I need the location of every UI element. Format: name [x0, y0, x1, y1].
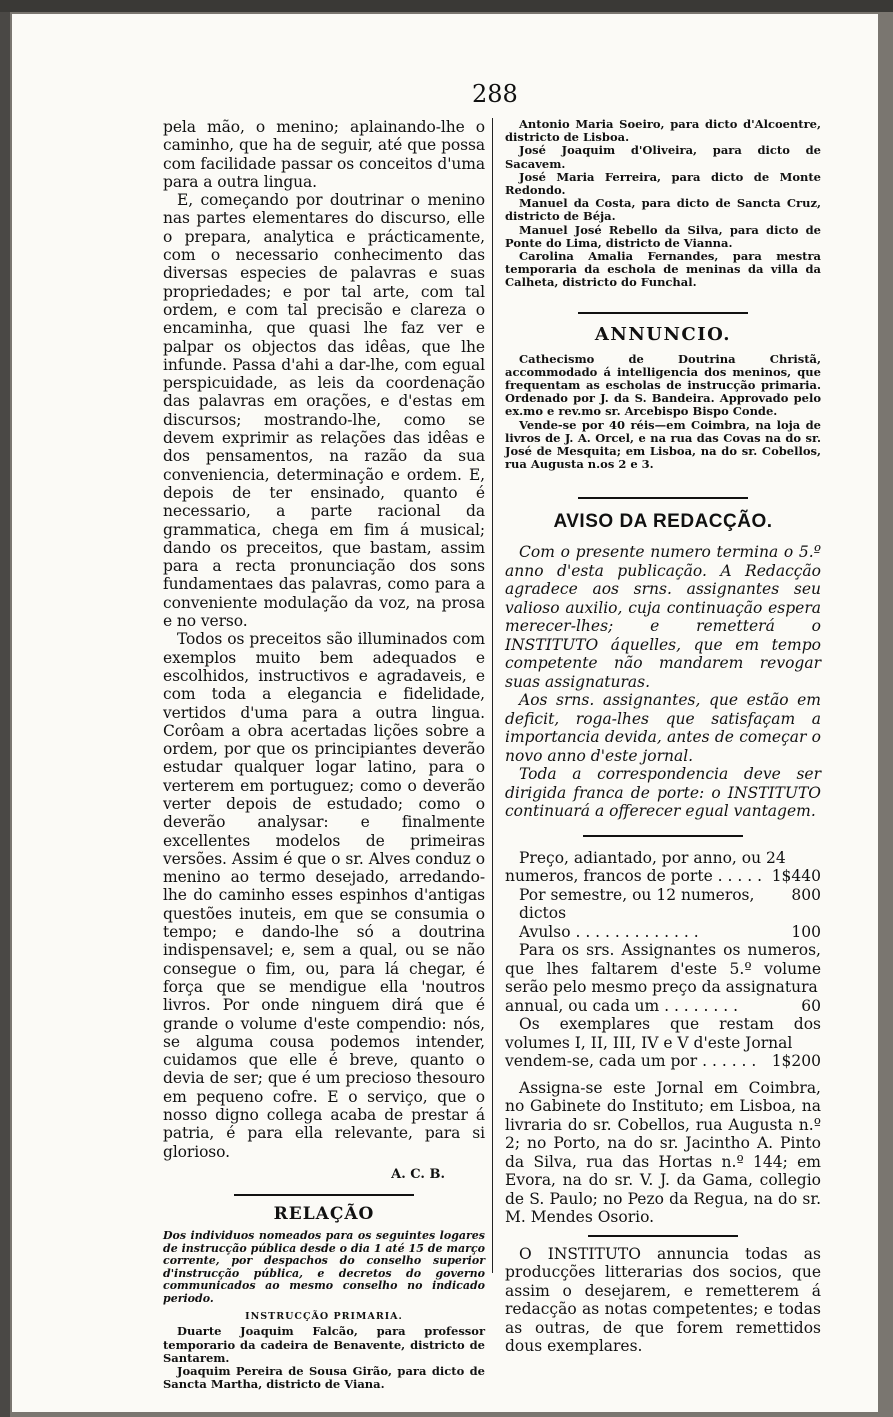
price-row — [505, 1052, 821, 1071]
divider-rule — [583, 835, 743, 837]
appointment-entry: Antonio Maria Soeiro, para dicto d'Alcoentre, districto de Lisboa. — [505, 117, 821, 145]
annuncio-paragraph-1: Cathecismo de Doutrina Christã, accommodado á intelligencia dos meninos, que frequentam as escholas de instrucção primaria. Ordenado por J. da S. Bandeira. Approvado pelo ex.mo e rev.mo sr. Arcebispo Bispo Conde. — [505, 351, 821, 419]
right-column — [505, 118, 821, 1356]
price-row — [505, 923, 821, 942]
final-paragraph: O INSTITUTO annuncia todas as producções litterarias dos socios, que assim o desejarem, e remetterem á redacção as notas competentes; e todas as outras, de que forem remettidos dous exemplares. — [505, 1244, 821, 1356]
divider-rule — [588, 1235, 738, 1237]
price-paragraph-2: Para os srs. Assignantes os numeros, que lhes faltarem d'este 5.º volume serão pelo mesmo preço da assignatura — [505, 941, 821, 997]
relacao-intro: Dos individuos nomeados para os seguintes logares de instrucção pública desde o dia 1 até 15 de março corrente, por despachos do conselho superior d'instrucção pública, e decretos do governo communicados ao mesmo conselho no indicado periodo. — [163, 1228, 485, 1305]
page-number: 288 — [472, 80, 518, 108]
price-row — [505, 867, 821, 886]
price-row — [505, 997, 821, 1016]
price-value: 60 — [801, 996, 821, 1015]
aviso-paragraph-1: Com o presente numero termina o 5.º anno d'esta publicação. A Redacção agradece aos srns. assignantes seu valioso auxilio, cuja continuação espera merecer-lhes; e remetterá o INSTITUTO áquelles, que em tempo competente não mandarem revogar suas assignaturas. — [505, 543, 821, 691]
appointment-entry: Carolina Amalia Fernandes, para mestra temporaria da eschola de meninas da villa da Calheta, districto do Funchal. — [505, 249, 821, 290]
divider-rule — [578, 497, 748, 499]
left-paragraph-3: Todos os preceitos são illuminados com exemplos muito bem adequados e escolhidos, instructivos e agradaveis, e com toda a elegancia e fidelidade, vertidos d'uma para a outra lingua. Corôam a obra acertadas lições sobre a ordem, por que os principiantes deverão estudar qualquer logar latino, para o verterem em portuguez; como o deverão verter depois de estudado; como o deverão analysar: e finalmente excellentes modelos de primeiras versões. Assim é que o sr. Alves conduz o menino ao termo desejado, arredando-lhe do caminho esses espinhos d'antigas questões inuteis, em que se consumia o tempo; e dando-lhe só a doutrina indispensavel; e, sem a qual, ou se não consegue o fim, ou, para lá chegar, é força que se mendigue ella 'noutros livros. Por onde ninguem dirá que é grande o volume d'este compendio: nós, se alguma cousa podemos intender, cuidamos que elle é breve, quanto o devia de ser; que é um precioso thesouro em pequeno cofre. E o serviço, que o nosso digno collega acaba de prestar á patria, é para ella relevante, para si glorioso. — [163, 630, 485, 1161]
left-column — [163, 118, 485, 1392]
signature: A. C. B. — [391, 1166, 445, 1182]
instrucao-primaria-heading: INSTRUCÇÃO PRIMARIA. — [245, 1311, 403, 1323]
appointment-entry: José Maria Ferreira, para dicto de Monte Redondo. — [505, 169, 821, 198]
column-divider — [492, 118, 493, 1273]
annuncio-paragraph-2: Vende-se por 40 réis—em Coimbra, na loja de livros de J. A. Orcel, e na rua das Covas na do sr. José de Mesquita; em Lisboa, na do sr. Cobellos, rua Augusta n.os 2 e 3. — [505, 417, 821, 472]
price-paragraph-3: Os exemplares que restam dos volumes I, II, III, IV e V d'este Jornal — [505, 1015, 821, 1052]
annuncio-title: ANNUNCIO. — [594, 323, 732, 345]
price-value: 100 — [791, 922, 821, 941]
aviso-title: AVISO DA REDACÇÃO. — [553, 511, 773, 533]
price-value: 1$200 — [771, 1052, 821, 1071]
price-row — [505, 886, 821, 923]
price-value: 800 — [791, 885, 821, 904]
appointment-entry: José Joaquim d'Oliveira, para dicto de Sacavem. — [505, 143, 821, 171]
price-label: vendem-se, cada um por . . . . . . — [505, 1052, 757, 1071]
appointment-entry: Manuel da Costa, para dicto de Sancta Cruz, districto de Béja. — [505, 196, 821, 224]
price-label: Avulso . . . . . . . . . . . . . — [519, 922, 699, 941]
appointment-entry: Duarte Joaquim Falcão, para professor temporario da cadeira de Benavente, districto de Santarem. — [163, 1324, 485, 1365]
divider-rule — [578, 312, 748, 314]
price-label: numeros, francos de porte . . . . . — [505, 867, 763, 886]
aviso-paragraph-2: Aos srns. assignantes, que estão em deficit, roga-lhes que satisfaçam a importancia devida, antes de começar o novo anno d'este jornal. — [505, 691, 821, 765]
appointment-entry: Manuel José Rebello da Silva, para dicto de Ponte do Lima, districto de Vianna. — [505, 222, 821, 250]
relacao-title: RELAÇÃO — [273, 1203, 375, 1224]
divider-rule — [234, 1194, 414, 1196]
price-label: annual, ou cada um . . . . . . . . — [505, 996, 739, 1015]
aviso-paragraph-3: Toda a correspondencia deve ser dirigida franca de porte: o INSTITUTO continuará a offerecer egual vantagem. — [505, 765, 821, 821]
price-value: 1$440 — [771, 867, 821, 886]
scan-top-edge — [0, 0, 893, 12]
price-label: Por semestre, ou 12 numeros, dictos — [519, 885, 755, 923]
left-paragraph-2: E, começando por doutrinar o menino nas partes elementares do discurso, elle o prepara, analytica e prácticamente, com o necessario conhecimento das diversas especies de palavras e suas propriedades; e por tal arte, com tal ordem, e com tal precisão e clareza o encaminha, que quasi lhe faz ver e palpar os objectos das idêas, que lhe infunde. Passa d'ahi a dar-lhe, com egual perspicuidade, as leis da coordenação das palavras em orações, e d'estas em discursos; mostrando-lhe, como se devem exprimir as relações das idêas e dos pensamentos, na razão da sua conveniencia, determinação e ordem. E, depois de ter ensinado, quanto é necessario, a parte racional da grammatica, chega em fim á musical; dando os preceitos, que bastam, assim para a recta pronunciação dos sons fundamentaes das palavras, como para a conveniente modulação da voz, na prosa e no verso. — [163, 191, 485, 631]
scan-edge — [0, 0, 10, 1417]
appointment-entry: Joaquim Pereira de Sousa Girão, para dicto de Sancta Martha, districto de Viana. — [163, 1364, 485, 1392]
assigna-paragraph: Assigna-se este Jornal em Coimbra, no Gabinete do Instituto; em Lisboa, na livraria do sr. Cobellos, rua Augusta n.º 2; no Porto, na do sr. Jacintho A. Pinto da Silva, rua das Hortas n.º 144; em Evora, na do sr. V. J. da Gama, collegio de S. Paulo; no Pezo da Regua, na do sr. M. Mendes Osorio. — [505, 1078, 821, 1227]
left-paragraph-1: pela mão, o menino; aplainando-lhe o caminho, que ha de seguir, até que possa com facilidade passar os conceitos d'uma para a outra lingua. — [163, 118, 485, 191]
price-intro: Preço, adiantado, por anno, ou 24 — [519, 848, 786, 867]
